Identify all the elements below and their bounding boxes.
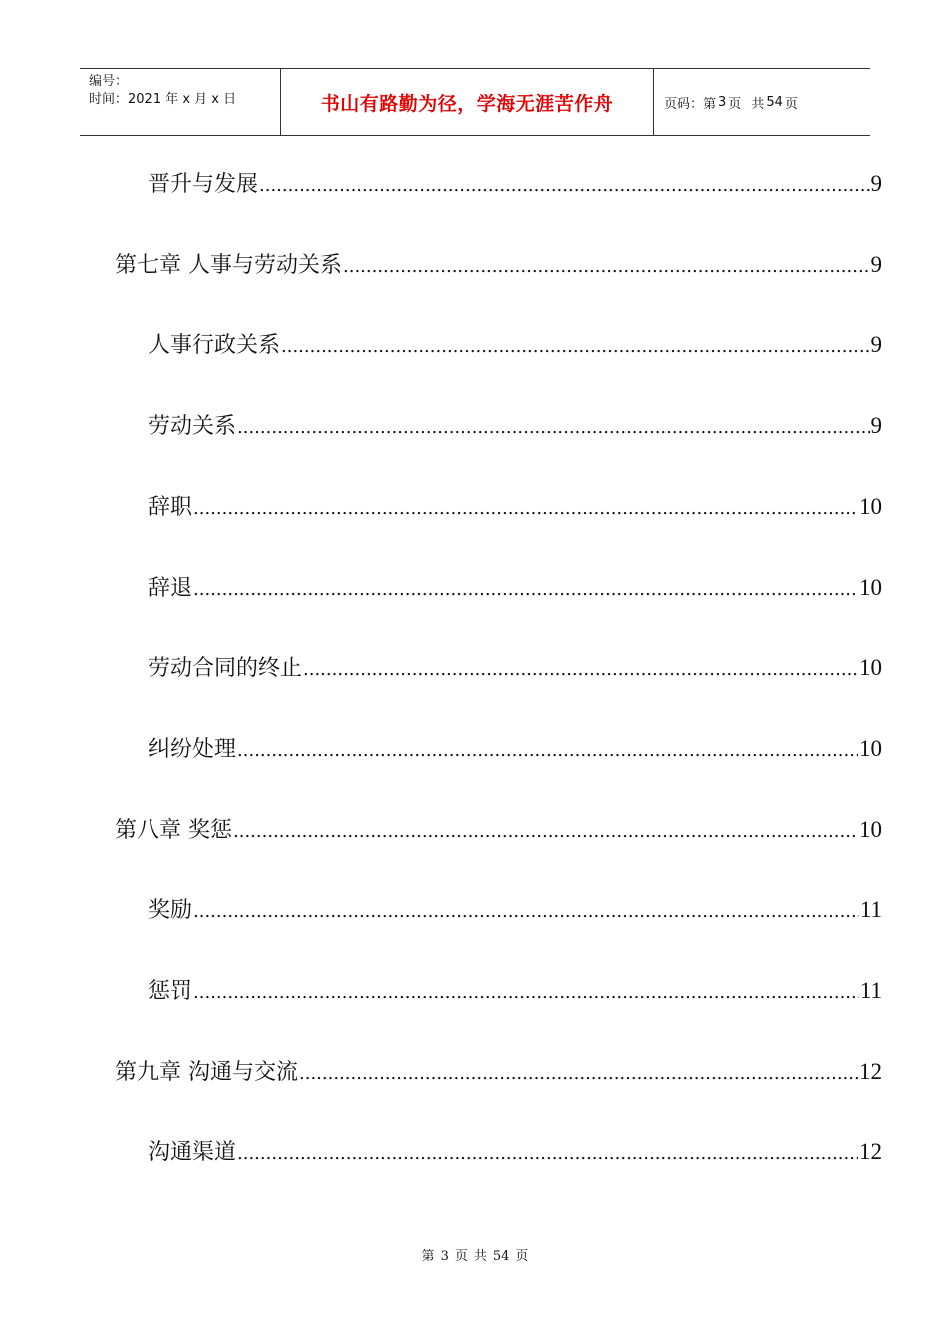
header-page-total-prefix: 共 (751, 96, 765, 112)
footer-total-unit: 页 (515, 1249, 529, 1264)
toc-dot-leader (233, 817, 858, 847)
toc-entry[interactable] (148, 734, 882, 766)
toc-dot-leader (193, 494, 858, 524)
toc-entry[interactable] (148, 653, 882, 685)
toc-entry-page: 11 (859, 897, 882, 922)
toc-entry-page: 12 (859, 1139, 882, 1164)
header-page-total-unit: 页 (784, 96, 798, 112)
toc-entry-page: 10 (859, 494, 882, 519)
toc-entry-title: 第九章 沟通与交流 (115, 1060, 298, 1085)
footer-total-prefix: 共 (473, 1249, 487, 1264)
toc-entry[interactable] (148, 1137, 882, 1169)
toc-entry[interactable] (115, 1057, 882, 1089)
toc-entry-title: 辞职 (148, 495, 193, 520)
toc-entry-page: 11 (859, 978, 882, 1003)
header-page-unit: 页 (728, 96, 742, 112)
toc-dot-leader (343, 252, 870, 282)
header-time-label: 时间：2021 年 x 月 x 日 (89, 92, 237, 107)
toc-entry-page: 9 (870, 413, 882, 438)
toc-entry[interactable] (115, 250, 882, 282)
footer-current: 3 (440, 1249, 449, 1264)
toc-entry-title: 纠纷处理 (148, 737, 237, 762)
toc-dot-leader (237, 736, 858, 766)
page-footer (0, 1245, 950, 1264)
toc-entry-title: 劳动关系 (148, 414, 237, 439)
toc-entry[interactable] (148, 573, 882, 605)
toc-entry[interactable] (148, 976, 882, 1008)
toc-entry-page: 9 (870, 252, 882, 277)
toc-entry[interactable] (148, 492, 882, 524)
toc-entry-title: 辞退 (148, 576, 193, 601)
toc-entry-title: 晋升与发展 (148, 172, 259, 197)
toc-entry-title: 第七章 人事与劳动关系 (115, 253, 342, 278)
toc-entry[interactable] (148, 169, 882, 201)
toc-entry-page: 10 (859, 817, 882, 842)
toc-entry-title: 沟通渠道 (148, 1140, 237, 1165)
toc-dot-leader (193, 978, 859, 1008)
header-number-label: 编号： (89, 74, 129, 89)
footer-total: 54 (492, 1249, 510, 1264)
toc-entry-title: 劳动合同的终止 (148, 656, 303, 681)
toc-dot-leader (237, 1139, 858, 1169)
header-page-total: 54 (766, 94, 783, 110)
toc-dot-leader (237, 413, 869, 443)
toc-entry-page: 10 (859, 655, 882, 680)
toc-entry-page: 9 (870, 332, 882, 357)
toc-entry-title: 第八章 奖惩 (115, 818, 232, 843)
toc-entry[interactable] (115, 815, 882, 847)
toc-dot-leader (193, 575, 858, 605)
toc-dot-leader (193, 897, 859, 927)
toc-dot-leader (303, 655, 858, 685)
toc-entry-title: 惩罚 (148, 979, 193, 1004)
toc-entry[interactable] (148, 411, 882, 443)
footer-prefix: 第 (421, 1249, 435, 1264)
toc-entry[interactable] (148, 330, 882, 362)
toc-entry-page: 10 (859, 575, 882, 600)
toc-entry[interactable] (148, 895, 882, 927)
toc-entry-page: 12 (859, 1059, 882, 1084)
footer-unit: 页 (454, 1249, 468, 1264)
toc-dot-leader (281, 332, 869, 362)
toc-dot-leader (299, 1059, 858, 1089)
toc-dot-leader (259, 171, 869, 201)
toc-entry-page: 10 (859, 736, 882, 761)
toc-entry-page: 9 (870, 171, 882, 196)
header-page-current: 3 (718, 94, 727, 110)
toc-entry-title: 奖励 (148, 898, 193, 923)
header-page-prefix: 页码：第 (664, 96, 717, 112)
toc-entry-title: 人事行政关系 (148, 333, 281, 358)
header-motto: 书山有路勤为径，学海无涯苦作舟 (281, 69, 654, 135)
